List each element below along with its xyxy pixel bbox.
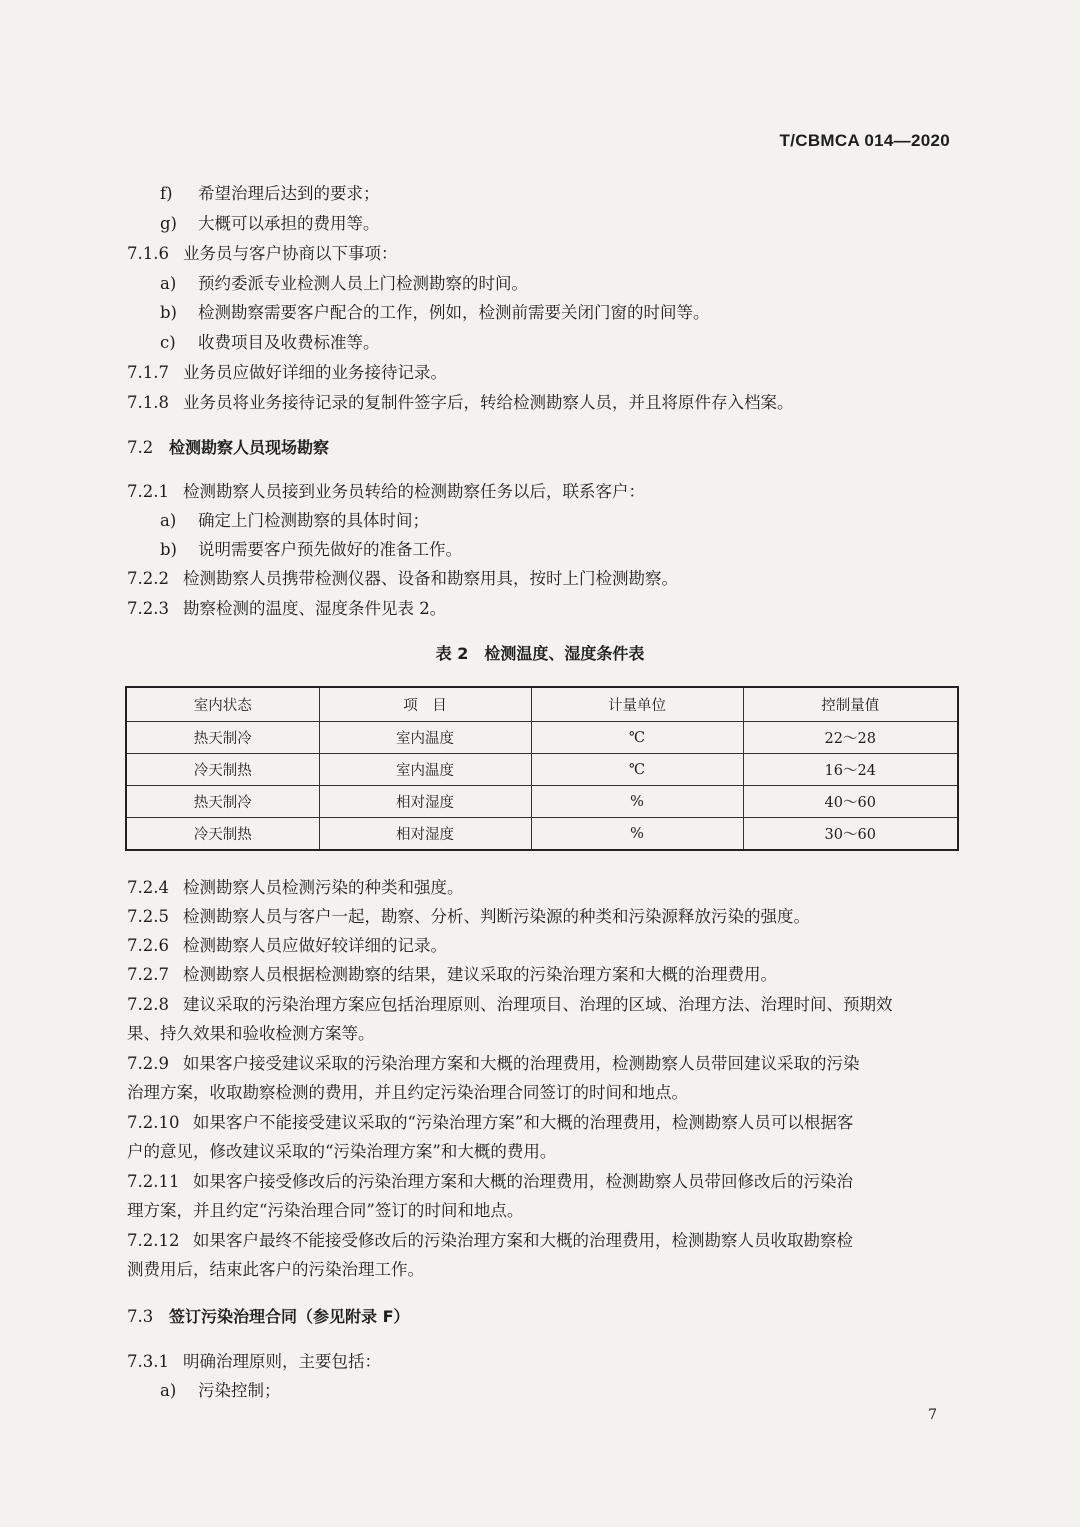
clause-7-2-12: 7.2.12 如果客户最终不能接受修改后的污染治理方案和大概的治理费用，检测勘察人员收取勘察检 <box>127 1231 853 1250</box>
clause-7-2-12-continued: 测费用后，结束此客户的污染治理工作。 <box>127 1260 424 1279</box>
table-cell: 16～24 <box>743 754 958 786</box>
list-item-a: a) 污染控制； <box>160 1381 281 1400</box>
clause-7-2-10: 7.2.10 如果客户不能接受建议采取的“污染治理方案”和大概的治理费用，检测勘察人员可以根据客 <box>127 1113 854 1132</box>
table-row <box>126 786 958 818</box>
table-cell: 相对湿度 <box>319 818 531 851</box>
table-cell: 30～60 <box>743 818 958 851</box>
table-cell: 热天制冷 <box>126 722 319 754</box>
clause-7-2-3: 7.2.3 勘察检测的温度、湿度条件见表 2。 <box>127 599 447 618</box>
clause-7-2-1: 7.2.1 检测勘察人员接到业务员转给的检测勘察任务以后，联系客户： <box>127 482 645 501</box>
table-cell: 冷天制热 <box>126 754 319 786</box>
clause-7-2-8: 7.2.8 建议采取的污染治理方案应包括治理原则、治理项目、治理的区域、治理方法、治理时间、预期效 <box>127 995 893 1014</box>
column-header: 室内状态 <box>126 687 319 722</box>
clause-7-1-8: 7.1.8 业务员将业务接待记录的复制件签字后，转给检测勘察人员，并且将原件存入档案。 <box>127 393 794 412</box>
clause-7-2-11-continued: 理方案，并且约定“污染治理合同”签订的时间和地点。 <box>127 1201 524 1220</box>
column-header: 项 目 <box>319 687 531 722</box>
table-cell: 室内温度 <box>319 722 531 754</box>
section-7-3-heading: 7.3 签订污染治理合同（参见附录 F） <box>127 1307 410 1326</box>
clause-7-2-2: 7.2.2 检测勘察人员携带检测仪器、设备和勘察用具，按时上门检测勘察。 <box>127 569 678 588</box>
list-item-b: b) 检测勘察需要客户配合的工作，例如，检测前需要关闭门窗的时间等。 <box>160 303 710 322</box>
list-item-c: c) 收费项目及收费标准等。 <box>160 333 380 352</box>
clause-7-2-10-continued: 户的意见，修改建议采取的“污染治理方案”和大概的费用。 <box>127 1142 557 1161</box>
document-code: T/CBMCA 014—2020 <box>779 131 950 150</box>
conditions-table <box>125 686 959 851</box>
table-cell: 40～60 <box>743 786 958 818</box>
clause-7-2-6: 7.2.6 检测勘察人员应做好较详细的记录。 <box>127 936 447 955</box>
table-row <box>126 722 958 754</box>
clause-7-2-4: 7.2.4 检测勘察人员检测污染的种类和强度。 <box>127 878 464 897</box>
clause-7-2-5: 7.2.5 检测勘察人员与客户一起，勘察、分析、判断污染源的种类和污染源释放污染的强度。 <box>127 907 810 926</box>
table-row <box>126 818 958 851</box>
clause-7-2-8-continued: 果、持久效果和验收检测方案等。 <box>127 1024 375 1043</box>
table-cell: 22～28 <box>743 722 958 754</box>
column-header: 计量单位 <box>531 687 743 722</box>
list-item-f: f) 希望治理后达到的要求； <box>160 184 380 203</box>
clause-7-2-9: 7.2.9 如果客户接受建议采取的污染治理方案和大概的治理费用，检测勘察人员带回建议采取的污染 <box>127 1054 860 1073</box>
clause-7-2-7: 7.2.7 检测勘察人员根据检测勘察的结果，建议采取的污染治理方案和大概的治理费用。 <box>127 965 777 984</box>
clause-7-1-6: 7.1.6 业务员与客户协商以下事项： <box>127 244 398 263</box>
list-item-a: a) 预约委派专业检测人员上门检测勘察的时间。 <box>160 274 528 293</box>
table-cell: 室内温度 <box>319 754 531 786</box>
list-item-b: b) 说明需要客户预先做好的准备工作。 <box>160 540 462 559</box>
table-cell: ℃ <box>531 754 743 786</box>
table-row <box>126 754 958 786</box>
page-number: 7 <box>928 1407 937 1423</box>
table-cell: ℃ <box>531 722 743 754</box>
column-header: 控制量值 <box>743 687 958 722</box>
table-cell: % <box>531 818 743 851</box>
table-title: 表 2 检测温度、湿度条件表 <box>435 644 645 663</box>
clause-7-2-11: 7.2.11 如果客户接受修改后的污染治理方案和大概的治理费用，检测勘察人员带回修改后的污染治 <box>127 1172 853 1191</box>
table-header-row <box>126 687 958 722</box>
table-cell: 热天制冷 <box>126 786 319 818</box>
clause-7-3-1: 7.3.1 明确治理原则，主要包括： <box>127 1352 381 1371</box>
clause-7-1-7: 7.1.7 业务员应做好详细的业务接待记录。 <box>127 363 447 382</box>
clause-7-2-9-continued: 治理方案，收取勘察检测的费用，并且约定污染治理合同签订的时间和地点。 <box>127 1083 688 1102</box>
table-cell: % <box>531 786 743 818</box>
table-cell: 相对湿度 <box>319 786 531 818</box>
list-item-g: g) 大概可以承担的费用等。 <box>160 214 380 233</box>
section-7-2-heading: 7.2 检测勘察人员现场勘察 <box>127 438 330 457</box>
list-item-a: a) 确定上门检测勘察的具体时间； <box>160 511 429 530</box>
table-cell: 冷天制热 <box>126 818 319 851</box>
